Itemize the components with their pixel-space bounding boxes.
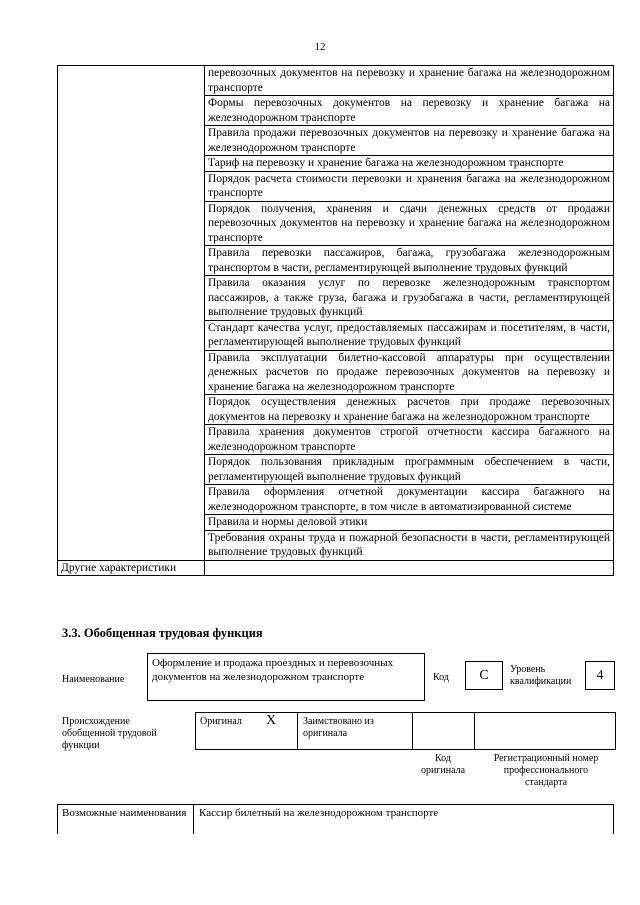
origin-label: Происхождение обобщенной трудовой функции [62,716,157,751]
table-cell: Стандарт качества услуг, предоставляемых пассажирам и посетителям, в части, регламентирующей выполнение трудовых функций [205,320,614,350]
origin-divider [474,712,475,750]
code-label: Код [433,672,449,683]
table-row [58,560,614,576]
knowledge-table [57,65,614,576]
code-value: C [465,661,503,690]
table-row [58,66,614,96]
borrowed-label: Заимствовано из оригинала [303,716,374,739]
table-cell: Требования охраны труда и пожарной безопасности в части, регламентирующей выполнение трудовых функций [205,530,614,560]
name-label: Наименование [62,674,125,685]
possible-names-value: Кассир билетный на железнодорожном транспорте [199,807,439,819]
possible-names-label: Возможные наименования [62,807,187,819]
table-cell: Порядок осуществления денежных расчетов при продаже перевозочных документов на перевозку и хранение багажа на железнодорожном транспорте [205,395,614,425]
table-cell: Правила эксплуатации билетно-кассовой аппаратуры при осуществлении денежных расчетов по продаже перевозочных документов на перевозку и хранение багажа на железнодорожном транспорте [205,350,614,395]
table-cell: Правила перевозки пассажиров, багажа, грузобагажа железнодорожным транспортом в части, регламентирующей выполнение трудовых функций [205,246,614,276]
table-cell: Порядок получения, хранения и сдачи денежных средств от продажи перевозочных документов на перевозку и хранение багажа на железнодорожном транспорте [205,201,614,246]
table-cell: Формы перевозочных документов на перевозку и хранение багажа на железнодорожном транспорте [205,96,614,126]
table-cell: Порядок расчета стоимости перевозки и хранения багажа на железнодорожном транспорте [205,171,614,201]
table-cell: Правила оказания услуг по перевозке железнодорожным транспортом пассажиров, а также груза, багажа и грузобагажа в части, регламентирующей выполнение трудовых функций [205,276,614,321]
reg-number-caption: Регистрационный номер профессионального стандарта [493,753,599,788]
section-heading: 3.3. Обобщенная трудовая функция [62,626,263,640]
original-mark: X [266,713,277,728]
other-characteristics-value [205,560,614,576]
code-original-caption: Код оригинала [420,753,466,776]
table-label-cell [58,66,205,561]
table-cell: Порядок пользования прикладным программным обеспечением в части, регламентирующей выполнение трудовых функций [205,455,614,485]
level-value: 4 [585,661,615,690]
origin-divider [297,712,298,750]
table-cell: Правила и нормы деловой этики [205,515,614,531]
table-cell: Тариф на перевозку и хранение багажа на железнодорожном транспорте [205,156,614,172]
original-label: Оригинал [200,716,242,727]
table-cell: Правила продажи перевозочных документов на перевозку и хранение багажа на железнодорожном транспорте [205,126,614,156]
origin-divider [412,712,413,750]
other-characteristics-label: Другие характеристики [58,560,205,576]
level-label: Уровень квалификации [510,664,572,687]
possible-names-divider [193,804,194,834]
table-cell: Правила хранения документов строгой отчетности кассира багажного на железнодорожном транспорте [205,425,614,455]
name-value: Оформление и продажа проездных и перевозочных документов на железнодорожном транспорте [147,653,425,701]
table-cell: Правила оформления отчетной документации кассира багажного на железнодорожном транспорте, в том числе в автоматизированной системе [205,485,614,515]
page-number: 12 [314,41,326,53]
table-cell: перевозочных документов на перевозку и хранение багажа на железнодорожном транспорте [205,66,614,96]
